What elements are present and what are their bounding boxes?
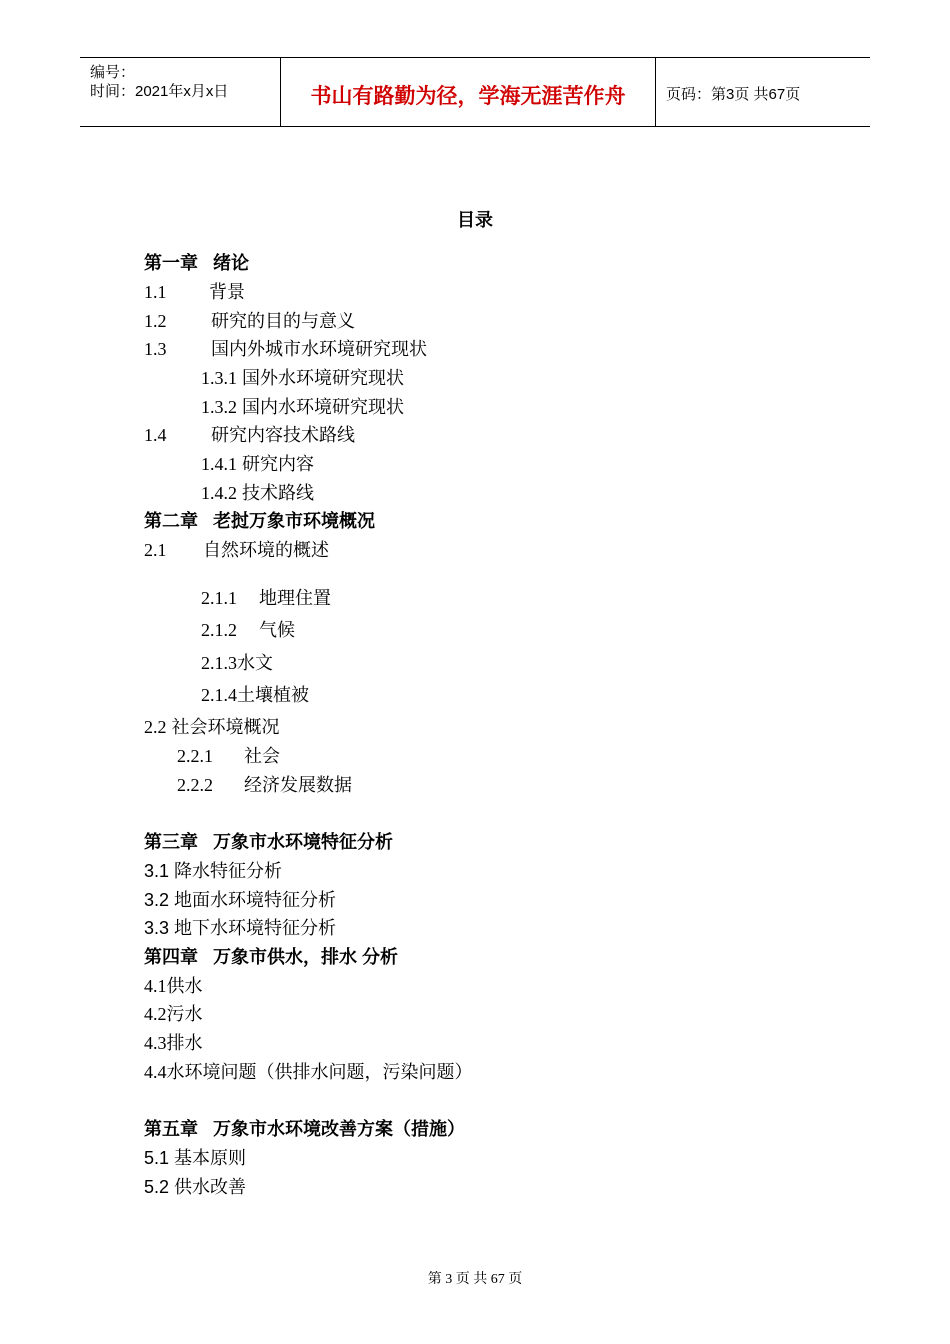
toc-number: 2.1.4 xyxy=(201,685,237,705)
toc-text: 社会环境概况 xyxy=(171,717,280,737)
toc-section[interactable] xyxy=(144,538,329,563)
toc-number: 1.3.1 xyxy=(201,368,237,388)
toc-number: 第三章 xyxy=(144,832,198,852)
header-page-cell xyxy=(656,58,870,126)
toc-section[interactable] xyxy=(144,715,280,739)
toc-section[interactable] xyxy=(144,1060,473,1084)
toc-number: 2.1.3 xyxy=(201,653,237,673)
toc-section[interactable] xyxy=(144,974,203,998)
page-header xyxy=(80,57,870,127)
toc-section[interactable] xyxy=(144,888,336,912)
toc-number: 3.2 xyxy=(144,890,170,910)
toc-text: 地面水环境特征分析 xyxy=(174,890,337,910)
toc-text: 水文 xyxy=(237,653,273,673)
toc-chapter[interactable] xyxy=(144,509,375,533)
toc-number: 1.4.1 xyxy=(201,454,237,474)
toc-number: 1.4 xyxy=(144,425,167,445)
toc-number: 1.2 xyxy=(144,311,167,331)
toc-subsection[interactable] xyxy=(177,773,352,797)
toc-subsection[interactable] xyxy=(201,395,404,419)
toc-number: 第四章 xyxy=(144,947,198,967)
toc-number: 4.1 xyxy=(144,976,167,996)
serial-label: 编号： xyxy=(90,64,136,81)
toc-number: 第二章 xyxy=(144,511,198,531)
toc-chapter[interactable] xyxy=(144,1117,465,1141)
toc-section[interactable] xyxy=(144,423,355,447)
page-label: 页码：第3页 共67页 xyxy=(666,86,801,103)
toc-text: 气候 xyxy=(259,620,295,640)
toc-section[interactable] xyxy=(144,337,427,361)
toc-text: 供水 xyxy=(166,976,203,996)
toc-text: 国外水环境研究现状 xyxy=(242,368,405,388)
toc-text: 研究的目的与意义 xyxy=(211,311,355,331)
toc-text: 背景 xyxy=(209,282,245,302)
toc-number: 1.3.2 xyxy=(201,397,237,417)
toc-text: 基本原则 xyxy=(174,1148,247,1168)
header-motto-cell xyxy=(281,58,656,126)
toc-section[interactable] xyxy=(144,1175,246,1199)
toc-number: 5.2 xyxy=(144,1177,170,1197)
toc-number: 1.3 xyxy=(144,339,167,359)
toc-section[interactable] xyxy=(144,309,355,333)
toc-text: 水环境问题（供排水问题，污染问题） xyxy=(166,1062,473,1082)
page-footer: 第 3 页 共 67 页 xyxy=(427,1272,523,1287)
toc-chapter[interactable] xyxy=(144,830,393,854)
toc-number: 5.1 xyxy=(144,1148,170,1168)
toc-text: 社会 xyxy=(244,746,280,766)
toc-section[interactable] xyxy=(144,1146,246,1170)
toc-text: 供水改善 xyxy=(174,1177,247,1197)
header-info-cell xyxy=(80,58,281,126)
toc-number: 第五章 xyxy=(144,1119,198,1139)
toc-subsection[interactable] xyxy=(201,618,295,642)
toc-subsection[interactable] xyxy=(201,683,309,708)
toc-text: 地理住置 xyxy=(259,588,331,609)
toc-text: 万象市供水，排水 分析 xyxy=(213,947,399,967)
toc-subsection[interactable] xyxy=(201,481,314,505)
toc-text: 降水特征分析 xyxy=(174,861,283,881)
toc-number: 3.1 xyxy=(144,861,170,881)
toc-subsection[interactable] xyxy=(201,366,404,390)
toc-text: 万象市水环境特征分析 xyxy=(213,832,394,852)
toc-section[interactable] xyxy=(144,1031,203,1055)
toc-text: 排水 xyxy=(166,1033,203,1053)
toc-number: 2.1 xyxy=(144,540,167,560)
toc-text: 地下水环境特征分析 xyxy=(174,918,337,938)
toc-number: 3.3 xyxy=(144,918,170,938)
toc-text: 污水 xyxy=(166,1004,203,1024)
toc-section[interactable] xyxy=(144,859,282,883)
toc-section[interactable] xyxy=(144,1002,203,1026)
toc-subsection[interactable] xyxy=(201,452,314,476)
motto-text: 书山有路勤为径，学海无涯苦作舟 xyxy=(310,83,626,108)
time-label: 时间：2021年x月x日 xyxy=(90,83,229,100)
toc-subsection[interactable] xyxy=(201,651,273,675)
toc-number: 2.2.2 xyxy=(177,775,213,795)
toc-text: 经济发展数据 xyxy=(244,775,352,795)
toc-number: 第一章 xyxy=(144,253,198,273)
toc-text: 老挝万象市环境概况 xyxy=(213,511,376,531)
toc-text: 自然环境的概述 xyxy=(203,540,329,561)
toc-subsection[interactable] xyxy=(177,744,280,768)
toc-text: 研究内容 xyxy=(242,454,315,474)
toc-text: 研究内容技术路线 xyxy=(211,425,355,445)
toc-text: 绪论 xyxy=(213,253,250,273)
toc-number: 2.1.2 xyxy=(201,620,237,640)
toc-number: 2.2 xyxy=(144,717,167,737)
toc-number: 4.3 xyxy=(144,1033,167,1053)
toc-number: 4.2 xyxy=(144,1004,167,1024)
toc-number: 1.4.2 xyxy=(201,483,237,503)
toc-number: 1.1 xyxy=(144,282,167,302)
toc-section[interactable] xyxy=(144,916,336,940)
toc-title: 目录 xyxy=(457,210,493,230)
toc-section[interactable] xyxy=(144,280,245,304)
toc-number: 2.1.1 xyxy=(201,588,237,608)
toc-text: 国内外城市水环境研究现状 xyxy=(211,339,427,359)
toc-text: 国内水环境研究现状 xyxy=(242,397,405,417)
toc-number: 4.4 xyxy=(144,1062,167,1082)
toc-text: 万象市水环境改善方案（措施） xyxy=(213,1119,466,1139)
toc-chapter[interactable] xyxy=(144,945,398,969)
toc-subsection[interactable] xyxy=(201,586,331,611)
toc-text: 技术路线 xyxy=(242,483,315,503)
toc-number: 2.2.1 xyxy=(177,746,213,766)
toc-text: 土壤植被 xyxy=(237,685,309,706)
toc-chapter[interactable] xyxy=(144,251,249,275)
